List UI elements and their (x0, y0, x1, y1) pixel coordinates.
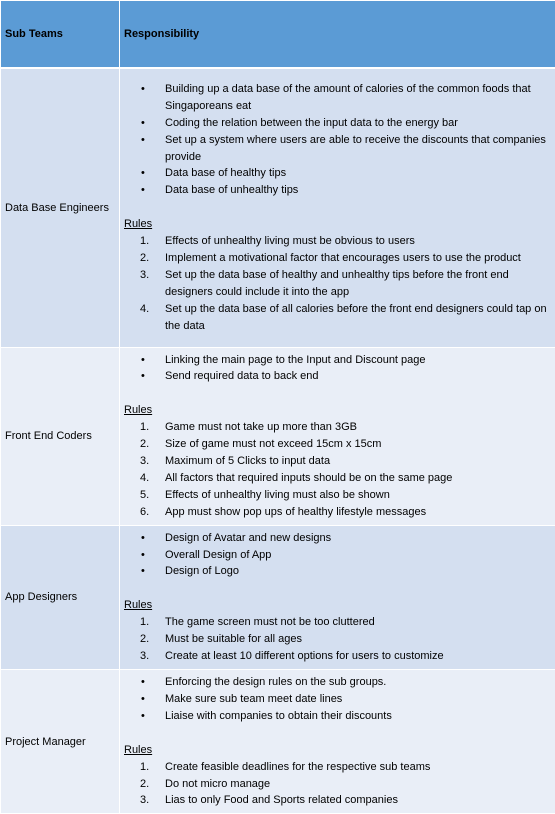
responsibility-list (124, 81, 549, 199)
team-name: Data Base Engineers (1, 68, 120, 347)
table-row (1, 347, 555, 525)
rule-item: All factors that required inputs should be on the same page (124, 470, 549, 487)
list-item: • Linking the main page to the Input and Discount page (124, 352, 549, 369)
list-item: • Design of Avatar and new designs (124, 530, 549, 547)
rule-item: Create feasible deadlines for the respective sub teams (124, 759, 549, 776)
list-item (124, 81, 549, 115)
responsibility-cell (120, 525, 555, 669)
rule-item: Game must not take up more than 3GB (124, 419, 549, 436)
table-row (1, 68, 555, 347)
rule-item: Lias to only Food and Sports related companies (124, 792, 549, 809)
rules-label: Rules (124, 742, 549, 759)
responsibility-list (124, 530, 549, 581)
header-responsibility: Responsibility (120, 1, 555, 69)
list-item: • Make sure sub team meet date lines (124, 691, 549, 708)
header-sub-teams: Sub Teams (1, 1, 120, 69)
responsibility-cell (120, 68, 555, 347)
responsibility-cell (120, 347, 555, 525)
rule-item: Must be suitable for all ages (124, 631, 549, 648)
list-item: • Send required data to back end (124, 368, 549, 385)
list-item: • Set up a system where users are able to receive the discounts that companies provide (124, 132, 549, 166)
rules-label: Rules (124, 216, 549, 233)
rules-list (124, 233, 549, 334)
rule-item: Maximum of 5 Clicks to input data (124, 453, 549, 470)
rule-item: Do not micro manage (124, 776, 549, 793)
rule-item: Set up the data base of all calories before the front end designers could tap on the data (124, 301, 549, 335)
rule-item: Size of game must not exceed 15cm x 15cm (124, 436, 549, 453)
table-row (1, 670, 555, 814)
list-item: • Design of Logo (124, 563, 549, 580)
rules-list (124, 419, 549, 520)
table-row (1, 525, 555, 669)
list-item: • Overall Design of App (124, 547, 549, 564)
list-item: • Enforcing the design rules on the sub groups. (124, 674, 549, 691)
header-row (1, 1, 555, 69)
rules-label: Rules (124, 597, 549, 614)
team-name: App Designers (1, 525, 120, 669)
team-name: Front End Coders (1, 347, 120, 525)
team-name: Project Manager (1, 670, 120, 814)
list-item: • Data base of healthy tips (124, 165, 549, 182)
rule-item: App must show pop ups of healthy lifestyle messages (124, 504, 549, 521)
responsibility-cell (120, 670, 555, 814)
list-item: • Liaise with companies to obtain their discounts (124, 708, 549, 725)
list-item: • Coding the relation between the input data to the energy bar (124, 115, 549, 132)
rule-item: Set up the data base of healthy and unhealthy tips before the front end designers could include it into the app (124, 267, 549, 301)
rule-item: The game screen must not be too cluttered (124, 614, 549, 631)
responsibility-list (124, 352, 549, 386)
rule-item: Create at least 10 different options for users to customize (124, 648, 549, 665)
rules-list (124, 614, 549, 665)
list-item-text: Building up a data base of the amount of calories of the common foods that Singaporeans eat (165, 83, 531, 112)
rule-item: Effects of unhealthy living must be obvious to users (124, 233, 549, 250)
rules-list (124, 759, 549, 810)
list-item: • Data base of unhealthy tips (124, 182, 549, 199)
rule-item: Implement a motivational factor that encourages users to use the product (124, 250, 549, 267)
responsibility-list (124, 674, 549, 725)
rule-item: Effects of unhealthy living must also be shown (124, 487, 549, 504)
rules-label: Rules (124, 402, 549, 419)
